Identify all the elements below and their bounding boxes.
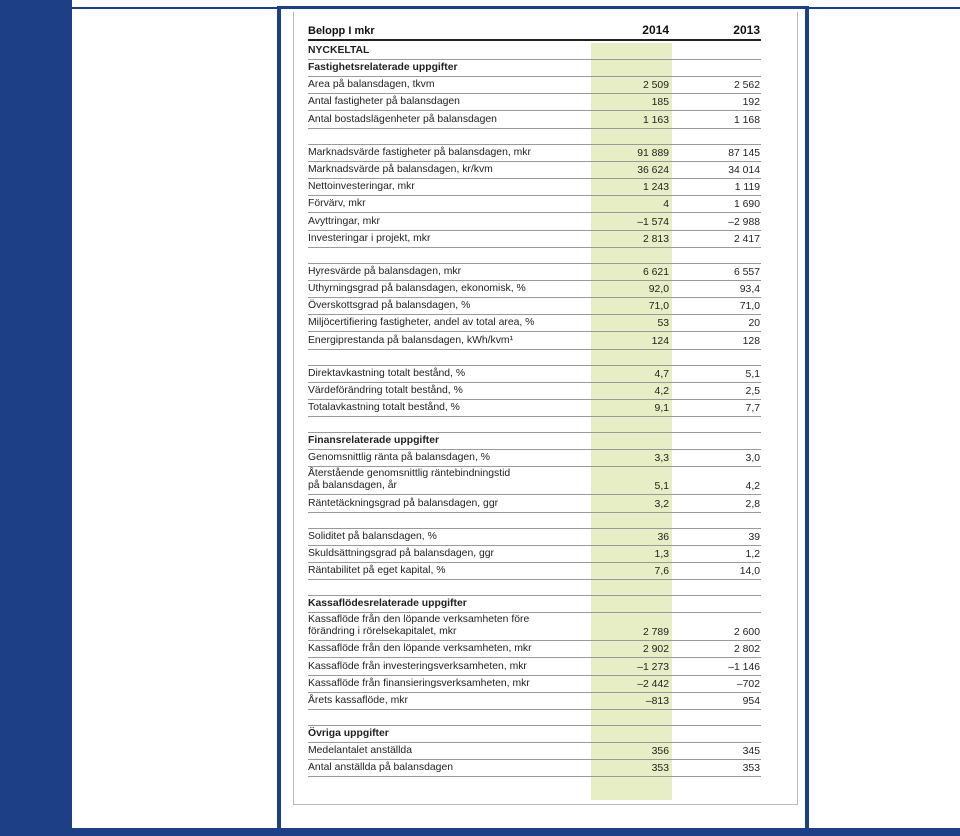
row-label: Soliditet på balansdagen, % xyxy=(308,530,437,542)
row-label: Antal anställda på balansdagen xyxy=(308,762,454,774)
value-2013: 87 145 xyxy=(728,147,760,159)
spacer-row xyxy=(308,129,761,145)
row-label: Direktavkastning totalt bestånd, % xyxy=(308,367,466,379)
table-row xyxy=(308,145,761,162)
value-2014: 356 xyxy=(651,746,669,758)
value-2014 xyxy=(591,74,672,76)
table-row xyxy=(308,196,761,213)
table-row xyxy=(308,315,761,332)
value-2013: 2 600 xyxy=(733,627,760,639)
key-figures-table xyxy=(308,17,761,777)
table-row xyxy=(308,231,761,248)
spacer-row xyxy=(308,350,761,366)
section-heading-row xyxy=(308,41,761,60)
row-label: Hyresvärde på balansdagen, mkr xyxy=(308,265,462,277)
value-2013 xyxy=(672,57,761,59)
value-2014: –1 273 xyxy=(637,661,669,673)
row-label: Avyttringar, mkr xyxy=(308,215,380,227)
bottom-border-band xyxy=(0,828,960,836)
value-2014: 1 163 xyxy=(642,114,669,126)
value-2013 xyxy=(672,447,761,449)
table-row xyxy=(308,281,761,298)
value-2013: –702 xyxy=(736,678,760,690)
value-2014: –1 574 xyxy=(637,216,669,228)
value-2014: 9,1 xyxy=(654,403,669,415)
value-2014 xyxy=(591,261,672,263)
row-label-line1: Kassaflöde från den löpande verksamheten före xyxy=(308,614,530,626)
row-label: Area på balansdagen, tkvm xyxy=(308,79,435,91)
value-2013 xyxy=(672,526,761,528)
table-row xyxy=(308,298,761,315)
value-2013: 1,2 xyxy=(745,548,760,560)
value-2014: –2 442 xyxy=(637,678,669,690)
row-label xyxy=(308,526,591,528)
value-2013: 345 xyxy=(742,746,760,758)
table-row xyxy=(308,676,761,693)
row-label: Räntetäckningsgrad på balansdagen, ggr xyxy=(308,497,499,509)
value-2013: 2,8 xyxy=(745,498,760,510)
row-label: Antal fastigheter på balansdagen xyxy=(308,96,460,108)
row-label: Energiprestanda på balansdagen, kWh/kvm¹ xyxy=(308,334,514,346)
value-2014 xyxy=(591,526,672,528)
value-2013 xyxy=(672,723,761,725)
value-2014: 1,3 xyxy=(654,548,669,560)
row-label: Antal bostadslägenheter på balansdagen xyxy=(308,113,497,125)
value-2014: 353 xyxy=(651,763,669,775)
row-label: Marknadsvärde fastigheter på balansdagen, mkr xyxy=(308,146,531,158)
row-label xyxy=(308,468,591,494)
row-label: Marknadsvärde på balansdagen, kr/kvm xyxy=(308,163,493,175)
row-label xyxy=(308,593,591,595)
row-label: Genomsnittlig ränta på balansdagen, % xyxy=(308,452,490,464)
row-label xyxy=(308,363,591,365)
left-sidebar-band xyxy=(0,0,72,836)
row-label: Värdeförändring totalt bestånd, % xyxy=(308,385,463,396)
row-label: Nettoinvesteringar, mkr xyxy=(308,181,415,193)
table-row xyxy=(308,467,761,495)
document-frame-right xyxy=(805,7,809,830)
value-2013: 34 014 xyxy=(728,164,760,176)
document-frame-left xyxy=(277,7,281,830)
row-label: Uthyrningsgrad på balansdagen, ekonomisk, % xyxy=(308,283,526,295)
value-2014 xyxy=(591,363,672,365)
spacer-row xyxy=(308,248,761,264)
value-2013 xyxy=(672,74,761,76)
row-label: Årets kassaflöde, mkr xyxy=(308,694,408,706)
left-blank-panel xyxy=(72,8,278,830)
value-2013: 2 802 xyxy=(733,644,760,656)
value-2013 xyxy=(672,430,761,432)
section-heading-row xyxy=(308,596,761,613)
table-row xyxy=(308,693,761,710)
value-2014: 2 789 xyxy=(642,627,669,639)
value-2014: 124 xyxy=(651,335,669,347)
table-row xyxy=(308,760,761,777)
row-label-line2: på balansdagen, år xyxy=(308,480,397,492)
value-2014: 2 902 xyxy=(642,644,669,656)
value-2014 xyxy=(591,723,672,725)
value-2013: –2 988 xyxy=(728,216,760,228)
value-2013 xyxy=(672,142,761,144)
header-label: Belopp I mkr xyxy=(308,25,375,37)
value-2013: 39 xyxy=(748,531,760,543)
value-2013 xyxy=(672,593,761,595)
value-2014: 2 813 xyxy=(642,233,669,245)
value-2014 xyxy=(591,142,672,144)
table-row xyxy=(308,366,761,383)
value-2013: 353 xyxy=(742,763,760,775)
value-2014: 6 621 xyxy=(642,266,669,278)
value-2013: 1 119 xyxy=(734,182,760,194)
value-2014: 53 xyxy=(657,318,669,330)
spacer-row xyxy=(308,513,761,529)
table-row xyxy=(308,641,761,658)
value-2014: 4,7 xyxy=(654,368,669,380)
value-2013: 954 xyxy=(742,695,760,707)
spacer-row xyxy=(308,417,761,433)
table-body xyxy=(308,41,761,777)
row-label: Överskottsgrad på balansdagen, % xyxy=(308,300,471,312)
value-2014 xyxy=(591,57,672,59)
spacer-row xyxy=(308,710,761,726)
value-2013: 192 xyxy=(742,97,760,109)
table-row xyxy=(308,546,761,563)
value-2013: 2 562 xyxy=(733,80,760,92)
table-row xyxy=(308,94,761,111)
value-2013 xyxy=(672,261,761,263)
row-label xyxy=(308,261,591,263)
value-2013: 2 417 xyxy=(733,233,760,245)
row-label: Fastighetsrelaterade uppgifter xyxy=(308,62,458,73)
row-label: Räntabilitet på eget kapital, % xyxy=(308,565,446,577)
table-header-row xyxy=(308,17,761,41)
row-label: Övriga uppgifter xyxy=(308,727,389,739)
row-label: Finansrelaterade uppgifter xyxy=(308,435,440,447)
value-2014: 4 xyxy=(663,199,669,211)
value-2014: 3,2 xyxy=(654,498,669,510)
value-2013: 128 xyxy=(742,335,760,347)
value-2014: 4,2 xyxy=(654,386,669,397)
table-row xyxy=(308,213,761,230)
header-year-2014: 2014 xyxy=(642,23,669,37)
row-label: Kassaflöde från finansieringsverksamheten, mkr xyxy=(308,677,530,689)
value-2013: 20 xyxy=(748,318,760,330)
value-2013: 1 690 xyxy=(733,199,760,211)
row-label: NYCKELTAL xyxy=(308,45,370,56)
value-2013: 4,2 xyxy=(745,481,760,493)
value-2013: 71,0 xyxy=(739,301,760,313)
value-2014: 36 xyxy=(657,531,669,543)
value-2014 xyxy=(591,447,672,449)
value-2014: 92,0 xyxy=(648,284,669,296)
table-row xyxy=(308,400,761,417)
table-row xyxy=(308,743,761,760)
table-row xyxy=(308,77,761,94)
row-label: Kassaflöde från investeringsverksamheten, mkr xyxy=(308,660,527,672)
row-label: Miljöcertifiering fastigheter, andel av total area, % xyxy=(308,317,535,329)
table-row xyxy=(308,179,761,196)
value-2014: 5,1 xyxy=(654,481,669,493)
table-row xyxy=(308,383,761,400)
value-2014: 7,6 xyxy=(654,566,669,578)
table-row xyxy=(308,613,761,641)
row-label xyxy=(308,430,591,432)
value-2013: 14,0 xyxy=(739,566,760,578)
table-row xyxy=(308,332,761,349)
value-2014 xyxy=(591,593,672,595)
value-2013: 93,4 xyxy=(739,284,760,296)
value-2013: 7,7 xyxy=(745,403,760,415)
value-2014: 91 889 xyxy=(637,147,669,159)
value-2013 xyxy=(672,363,761,365)
row-label: Medelantalet anställda xyxy=(308,745,412,757)
table-row xyxy=(308,563,761,580)
value-2013 xyxy=(672,610,761,612)
row-label-line2: förändring i rörelsekapitalet, mkr xyxy=(308,626,457,638)
value-2014: –813 xyxy=(645,695,669,707)
value-2013: 5,1 xyxy=(745,368,760,380)
value-2014 xyxy=(591,740,672,742)
header-year-2013: 2013 xyxy=(733,23,760,37)
value-2013: –1 146 xyxy=(728,661,760,673)
row-label: Investeringar i projekt, mkr xyxy=(308,232,431,244)
row-label: Skuldsättningsgrad på balansdagen, ggr xyxy=(308,547,495,559)
value-2014: 2 509 xyxy=(642,80,669,92)
document-frame-top xyxy=(277,6,809,9)
value-2014: 185 xyxy=(651,97,669,109)
value-2013: 1 168 xyxy=(733,114,760,126)
spacer-row xyxy=(308,580,761,596)
value-2014: 3,3 xyxy=(654,453,669,465)
table-row xyxy=(308,495,761,512)
row-label: Kassaflödesrelaterade uppgifter xyxy=(308,598,467,610)
section-heading-row xyxy=(308,726,761,743)
row-label: Kassaflöde från den löpande verksamheten, mkr xyxy=(308,643,532,655)
value-2013 xyxy=(672,740,761,742)
value-2014: 36 624 xyxy=(637,164,669,176)
row-label xyxy=(308,142,591,144)
table-row xyxy=(308,111,761,128)
table-row xyxy=(308,162,761,179)
value-2014 xyxy=(591,610,672,612)
value-2014: 1 243 xyxy=(642,182,669,194)
section-heading-row xyxy=(308,433,761,450)
row-label: Förvärv, mkr xyxy=(308,198,366,210)
row-label-line1: Återstående genomsnittlig räntebindningstid xyxy=(308,468,511,480)
value-2014 xyxy=(591,430,672,432)
row-label xyxy=(308,614,591,640)
section-heading-row xyxy=(308,60,761,77)
table-row xyxy=(308,450,761,467)
value-2013: 3,0 xyxy=(745,453,760,465)
value-2014: 71,0 xyxy=(648,301,669,313)
table-row xyxy=(308,264,761,281)
row-label: Totalavkastning totalt bestånd, % xyxy=(308,402,460,414)
value-2013: 6 557 xyxy=(733,266,760,278)
table-row xyxy=(308,658,761,675)
value-2013: 2,5 xyxy=(745,386,760,397)
table-row xyxy=(308,529,761,546)
row-label xyxy=(308,723,591,725)
